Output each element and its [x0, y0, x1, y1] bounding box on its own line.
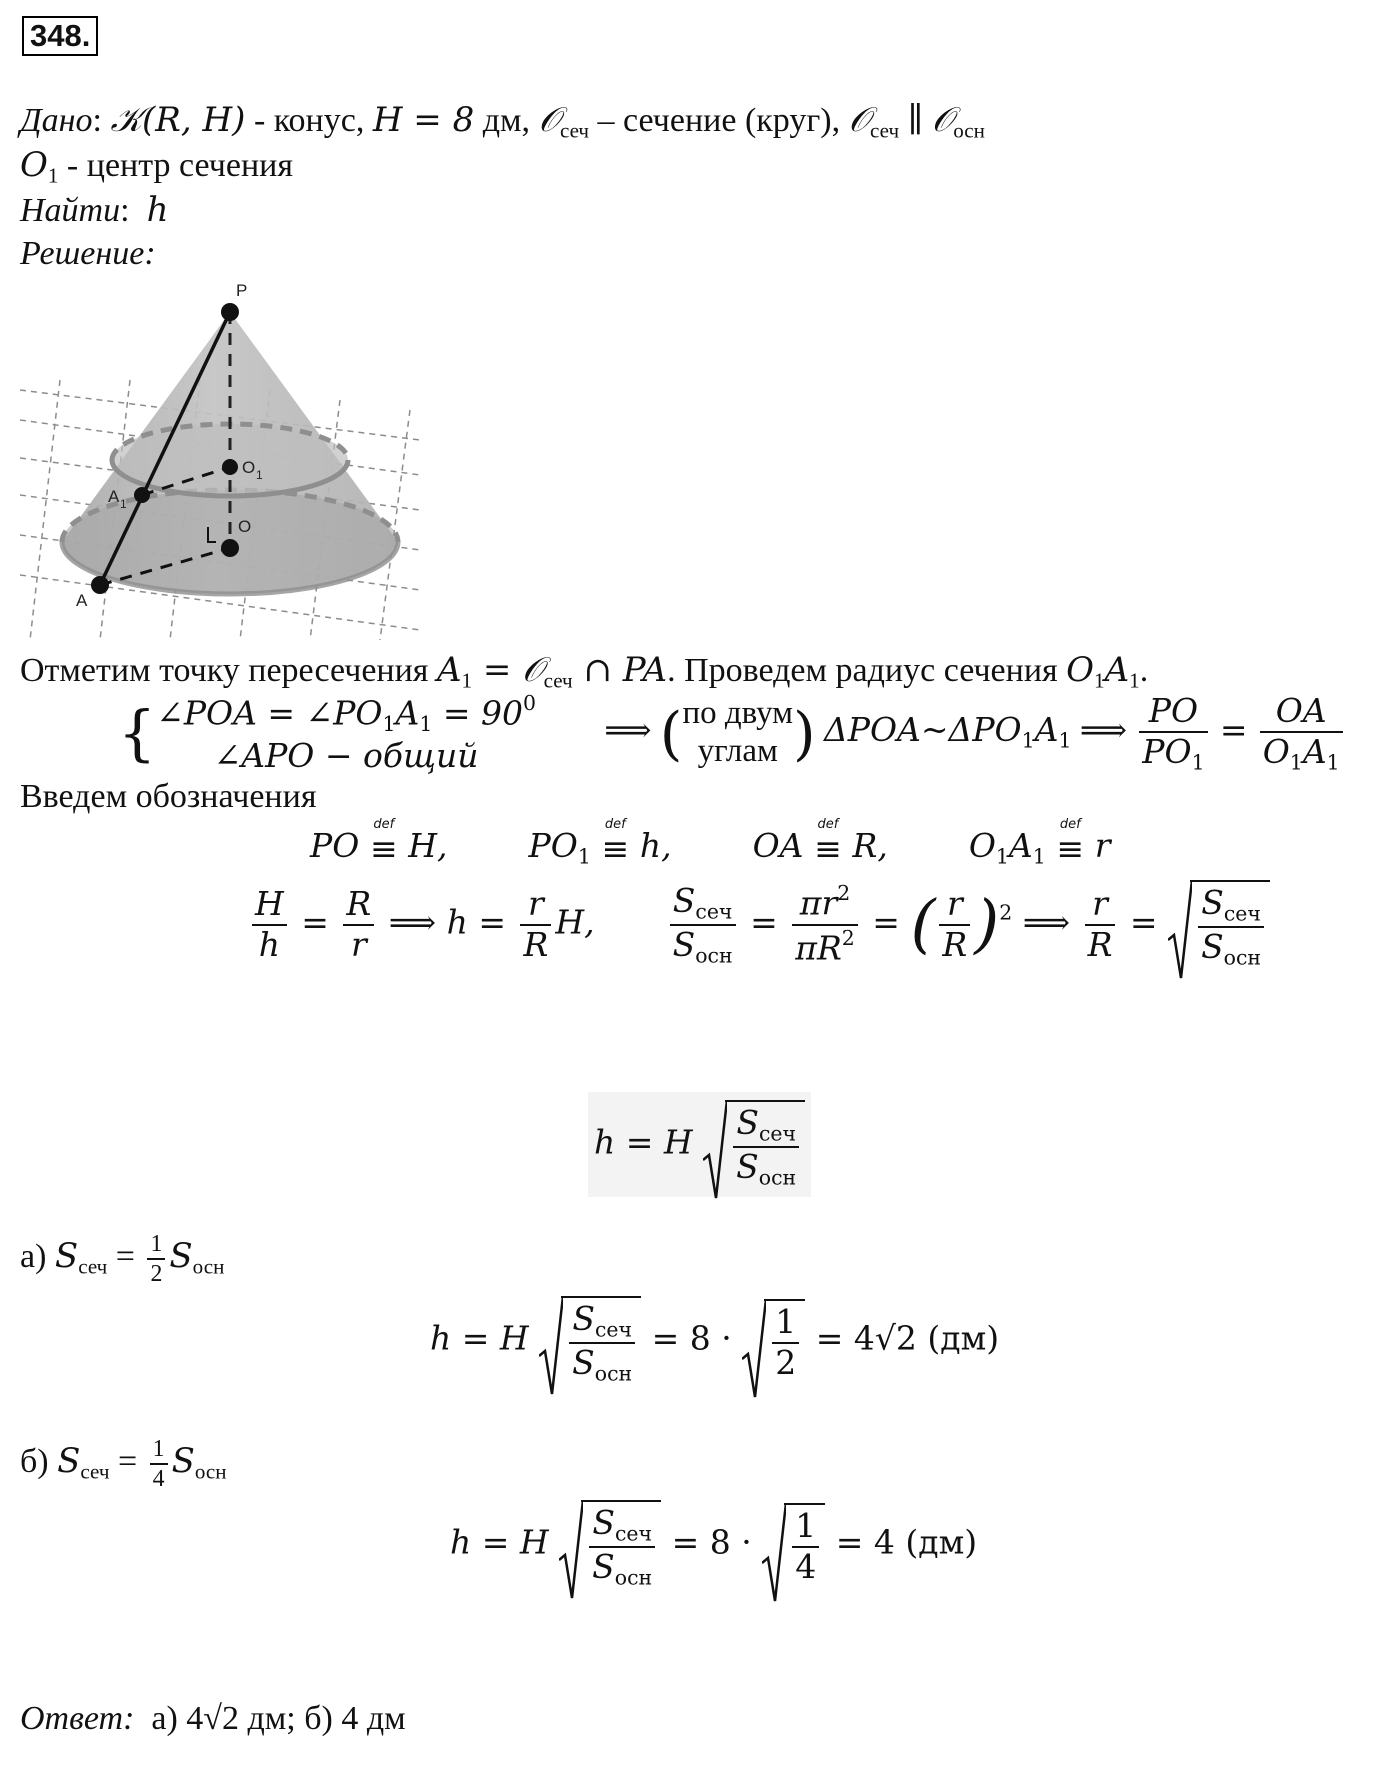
system-brace: {: [118, 698, 157, 769]
given-line: Дано: 𝒦(R, H) - конус, H = 8 дм, 𝒪$_{сеч}$ – сечение (круг), 𝒪$_{сеч}$ ∥ 𝒪$_{осн}$: [20, 100, 985, 143]
system-cond-2: ∠APO − общий: [213, 735, 479, 775]
given-label: Дано: [20, 102, 93, 139]
label-P: P: [236, 281, 248, 300]
height-expr: H = 8: [372, 100, 475, 140]
implies-1: ⟹: [604, 709, 652, 749]
answer-label: Ответ:: [20, 1700, 135, 1737]
label-A1: A: [108, 487, 120, 506]
step1-radius-O-sub: 1: [1094, 668, 1105, 693]
step1-A: A: [436, 650, 462, 690]
step1-text-a: Отметим точку пересечения: [20, 652, 437, 689]
similarity: $\Delta POA\sim\Delta PO_1A_1$: [823, 709, 1072, 753]
reason-bottom: углам: [697, 733, 778, 770]
derivation: $\frac{H}{h}$ = $\frac{R}{r}$ ⟹ h = $\frac{r}{R}$ H, $\frac{S_{сеч}}{S_{осн}}$ = $\frac{\pi r^2}{\pi R^2}$ = ( $\frac{r}{R}$ )$^2$ ⟹ $\frac{r}{R}$ = $\frac{S_{сеч}}{S_{осн}}$: [248, 880, 1270, 969]
section-text: – сечение (круг),: [589, 102, 849, 139]
paren-left: (: [659, 699, 683, 768]
system-cond-1: ∠POA = $\angle PO_1A_1 = 90^0$: [156, 691, 536, 737]
step1-mid: = 𝒪: [472, 650, 544, 690]
system-line: { ∠POA = $\angle PO_1A_1 = 90^0$ ∠APO − общий ⟹ ( по двум углам ) $\Delta POA\sim\Delta PO_1A_1$ ⟹ $\frac{PO}{PO_1}$ = $\frac{OA}{O_1A_1}$: [118, 692, 1347, 775]
implies-2: ⟹: [1079, 709, 1128, 749]
part-b-condition: б) $S_{сеч}$ = $\frac{1}{4}$ $S_{осн}$: [20, 1436, 227, 1493]
section-symbol-2: 𝒪: [848, 100, 871, 140]
find-line: Найти: h: [20, 190, 169, 230]
center-sub: 1: [47, 163, 59, 188]
center-symbol: O: [20, 145, 48, 185]
section-sub-2: сеч: [870, 118, 900, 143]
find-value: h: [146, 190, 169, 230]
part-b-calc: h = H $\frac{S_{сеч}}{S_{осн}}$ = 8 · $\frac{1}{4}$ = 4 (дм): [450, 1500, 977, 1589]
section-sub: сеч: [559, 118, 590, 143]
label-A: A: [76, 591, 88, 610]
answer-text: а) 4√2 дм; б) 4 дм: [134, 1700, 406, 1737]
center-line: [20, 145, 293, 189]
cone-text: - конус,: [245, 102, 373, 139]
system-conditions: [156, 692, 536, 774]
step1-radius-A-sub: 1: [1129, 668, 1140, 693]
part-a-condition: а) $S_{сеч}$ = $\frac{1}{2}$ $S_{осн}$: [20, 1231, 225, 1288]
step1-radius-O: O: [1066, 650, 1095, 690]
ratio-PO: $\frac{PO}{PO_1}$: [1139, 692, 1207, 775]
notation-title: Введем обозначения: [20, 778, 317, 815]
step1-end: ∩ PA: [572, 650, 668, 690]
part-a-calc: h = H $\frac{S_{сеч}}{S_{осн}}$ = 8 · $\frac{1}{2}$ = 4√2 (дм): [430, 1296, 999, 1385]
point-O1: [222, 459, 238, 475]
step1-A-sub: 1: [461, 668, 473, 693]
cone-symbol: 𝒦(R, H): [110, 100, 246, 140]
base-symbol: 𝒪: [931, 100, 954, 140]
point-O: [221, 539, 239, 557]
paren-right: ): [793, 699, 816, 768]
step1-text-b: . Проведем радиус сечения: [667, 652, 1067, 689]
solution-label-text: Решение: [20, 235, 145, 272]
base-sub: осн: [953, 118, 985, 143]
point-P: [221, 303, 239, 321]
point-A: [91, 576, 109, 594]
problem-number: 348.: [22, 16, 98, 56]
cone-figure: [20, 280, 440, 650]
label-O1: O: [242, 458, 256, 477]
point-A1: [134, 487, 150, 503]
label-O: O: [238, 517, 252, 536]
answer-line: [20, 1700, 406, 1738]
step-intersection: [20, 650, 1148, 694]
solution-label: Решение:: [20, 235, 156, 272]
label-O1-sub: 1: [256, 468, 263, 482]
reason-top: по двум: [682, 695, 794, 732]
step1-sec-sub: сеч: [543, 668, 573, 693]
notation-defs: PO def ≡ H, $PO_1$ def ≡ h, OA def ≡ R, $O_1A_1$ def ≡ r: [310, 816, 1111, 869]
main-formula: h = H $\frac{S_{сеч}}{S_{осн}}$: [588, 1092, 811, 1197]
center-text: - центр сечения: [58, 147, 293, 184]
step1-radius-A: A: [1104, 650, 1130, 690]
step1-period: .: [1139, 652, 1149, 689]
label-A1-sub: 1: [120, 497, 127, 511]
parallel-sign: ∥: [899, 102, 932, 139]
height-unit: дм,: [474, 102, 539, 139]
ratio-OA: $\frac{OA}{O_1A_1}$: [1260, 692, 1343, 775]
reason: [682, 695, 793, 771]
find-label: Найти: [20, 192, 121, 229]
section-symbol: 𝒪: [538, 100, 560, 140]
